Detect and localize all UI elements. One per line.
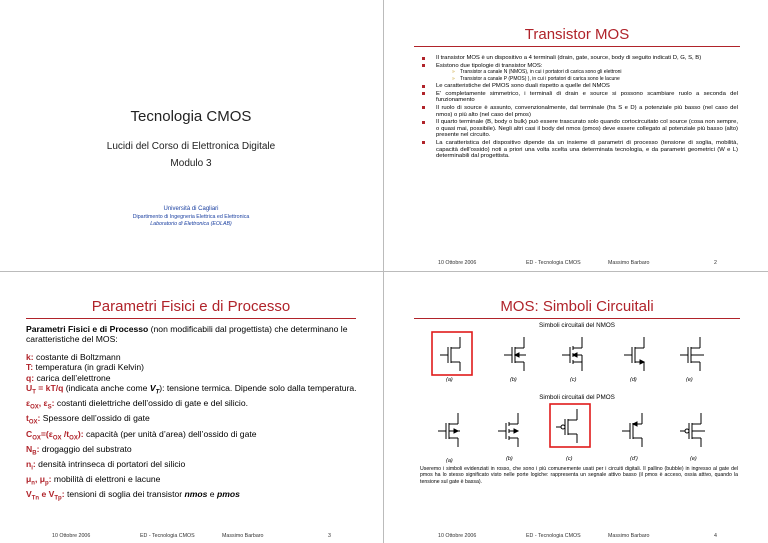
sub-bullet-item: » Transistor a canale N (NMOS), in cui i portatori di carica sono gli elettroni <box>452 69 622 76</box>
pmos-label-a: (a) <box>446 458 453 464</box>
bullet-item: Le caratteristiche del PMOS sono duali rispetto a quelle del NMOS <box>422 83 738 90</box>
pmos-c-symbol <box>556 409 577 443</box>
nmos-symbols <box>386 329 768 399</box>
param-q: q: carica dell’elettrone <box>26 372 111 383</box>
title-rule <box>414 318 740 319</box>
pmos-e-symbol <box>680 413 705 447</box>
nmos-label-a: (a) <box>446 377 453 383</box>
module-label: Modulo 3 <box>170 158 212 169</box>
bullet-item: Il ruolo di source è assunto, convenzionalmente, dal terminale (fra S e D) a potenziale più basso (nel caso del nmos) o più alto (nel caso del pmos) <box>422 105 738 118</box>
param-cox: $C_{OX}=(\varepsilon_{OX}$ $/t_{OX}$): capacità (per unità d’area) dell’ossido di gate <box>26 428 257 442</box>
footer-course: ED - Tecnologia CMOS <box>526 260 581 266</box>
highlight-box <box>432 332 472 375</box>
nmos-a-symbol <box>440 337 460 371</box>
pmos-label-e: (e) <box>690 456 697 462</box>
bullet-marker <box>422 57 425 60</box>
slide-4 <box>386 273 768 543</box>
nmos-d-symbol <box>624 337 644 371</box>
title-rule <box>414 46 740 47</box>
footer-author: Massimo Barbaro <box>222 533 264 539</box>
bullet-marker <box>422 121 425 124</box>
footer-author: Massimo Barbaro <box>608 533 650 539</box>
footer-date: 10 Ottobre 2006 <box>438 260 477 266</box>
bullet-item: E' completamente simmetrico, i terminali di drain e source si possono scambiare ruolo a seconda del funzionamento <box>422 91 738 104</box>
bullet-list <box>422 55 738 161</box>
usage-note: Useremo i simboli evidenziati in rosso, che sono i più comunemente usati per i circuiti digitali. Il pallino (bubble) in ingresso al gate del pmos ha lo stesso significato visto nelle porte logiche: rappresenta un segnale attivo basso (il pmos è acceso, ossia attivo, quando la tensione sul gate è bassa). <box>420 466 738 485</box>
pmos-a-symbol <box>438 413 460 447</box>
slide-footer <box>0 533 382 541</box>
slide-title: Transistor MOS <box>524 26 630 43</box>
bullet-marker <box>422 141 425 144</box>
bullet-marker <box>422 85 425 88</box>
pmos-label-c: (c) <box>566 456 573 462</box>
nmos-label-c: (c) <box>570 377 577 383</box>
page-number: 2 <box>714 260 717 266</box>
page-number: 4 <box>714 533 717 539</box>
param-t: T: temperatura (in gradi Kelvin) <box>26 362 144 373</box>
param-ni: $n_i$: densità intrinseca di portatori del silicio <box>26 458 186 472</box>
highlight-box <box>550 404 590 447</box>
nmos-label-d: (d) <box>630 377 637 383</box>
slide-footer <box>386 260 768 268</box>
slide-title: MOS: Simboli Circuitali <box>500 298 654 315</box>
pmos-label-d: (d') <box>630 456 638 462</box>
bullet-marker <box>422 64 425 67</box>
footer-date: 10 Ottobre 2006 <box>52 533 91 539</box>
footer-course: ED - Tecnologia CMOS <box>526 533 581 539</box>
slide-title: Parametri Fisici e di Processo <box>91 298 291 315</box>
pmos-b-symbol <box>498 413 518 447</box>
param-ut: $U_T = kT/q$ (indicata anche come $V_T$): tensione termica. Dipende solo dalla temperatura. <box>26 383 357 396</box>
footer-date: 10 Ottobre 2006 <box>438 533 477 539</box>
footer-course: ED - Tecnologia CMOS <box>140 533 195 539</box>
nmos-label-b: (b) <box>510 377 517 383</box>
nmos-label-e: (e) <box>686 377 693 383</box>
param-nb: $N_B$: drogaggio del substrato <box>26 443 132 457</box>
title-rule <box>26 318 356 319</box>
nmos-e-symbol <box>680 337 704 371</box>
param-tox: $t_{OX}$: Spessore dell’ossido di gate <box>26 413 150 427</box>
pmos-label-b: (b) <box>506 456 513 462</box>
bullet-item: La caratteristica del dispositivo dipende da un insieme di parametri di processo (tensione di soglia, mobilità, capacità dell'ossido) noti a priori una volta scelta una determinata tecnologia, e da parametri geometrici (W e L) determinabili dal progettista. <box>422 140 738 160</box>
pmos-symbols <box>386 403 768 467</box>
department: Dipartimento di Ingegneria Elettrica ed Elettronica <box>132 214 250 220</box>
course-title: Lucidi del Corso di Elettronica Digitale <box>106 141 276 152</box>
slide-title: Tecnologia CMOS <box>130 108 252 125</box>
university: Università di Cagliari <box>163 206 219 212</box>
sub-bullet-item: » Transistor a canale P (PMOS) ), in cui i portatori di carica sono le lacune <box>452 76 620 83</box>
slide-footer <box>386 533 768 541</box>
nmos-b-symbol <box>504 337 526 371</box>
bullet-item: Il transistor MOS è un dispositivo a 4 terminali (drain, gate, source, body di seguito indicati D, G, S, B) <box>422 55 738 62</box>
bullet-item: Il quarto terminale (B, body o bulk) può essere trascurato solo quando cortocircuitato col source (cosa non sempre, o quasi mai, possibile). Negli altri casi il body del nmos (pmos) deve essere collegato al potenziale più basso (alto) presente nel circuito. <box>422 119 738 139</box>
page-number: 3 <box>328 533 331 539</box>
bullet-marker <box>422 92 425 95</box>
pmos-d-symbol <box>622 413 642 447</box>
param-mu: $\mu_n$, $\mu_p$: mobilità di elettroni e lacune <box>26 473 161 487</box>
nmos-c-symbol <box>562 337 582 371</box>
param-eps: $\varepsilon_{OX}$, $\varepsilon_S$: costanti dielettriche dell’ossido di gate e del silicio. <box>26 398 248 412</box>
footer-author: Massimo Barbaro <box>608 260 650 266</box>
bullet-marker <box>422 106 425 109</box>
param-vt: $V_{Tn}$ e $V_{Tp}$: tensioni di soglia dei transistor nmos e pmos <box>26 489 240 502</box>
nmos-caption: Simboli circuitali del NMOS <box>539 322 615 329</box>
slide-3 <box>0 273 382 543</box>
intro-text: Parametri Fisici e di Processo (non modificabili dal progettista) che determinano le caratteristiche del MOS: <box>26 324 348 345</box>
parameter-list <box>26 352 362 504</box>
slide-2 <box>386 0 768 270</box>
divider-horizontal <box>0 271 768 272</box>
param-k: k: costante di Boltzmann <box>26 352 121 362</box>
bullet-item: Esistono due tipologie di transistor MOS: » Transistor a canale N (NMOS), in cui i portatori di carica sono gli elettroni » Transistor a canale P (PMOS) ), in cui i portatori di carica sono le lacune <box>422 63 738 83</box>
slide-1 <box>0 0 382 270</box>
laboratory: Laboratorio di Elettronica (EOLAB) <box>150 221 232 227</box>
pmos-caption: Simboli circuitali del PMOS <box>539 394 615 401</box>
